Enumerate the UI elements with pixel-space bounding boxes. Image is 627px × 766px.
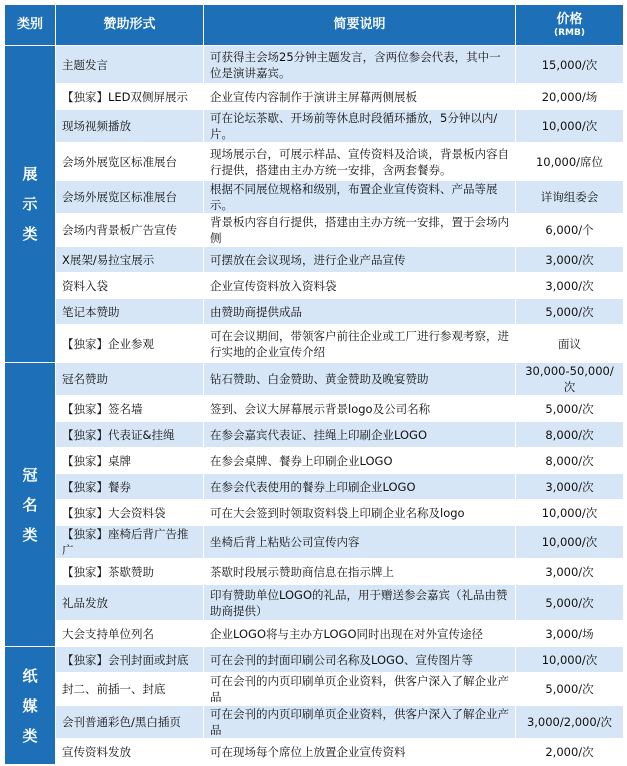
- form-cell: 宣传资料发放: [56, 739, 204, 765]
- description-cell: 可在大会签到时领取资料袋上印刷企业名称及logo: [204, 500, 516, 526]
- price-cell: 8,000/次: [516, 448, 624, 474]
- form-cell: 【独家】企业参观: [56, 325, 204, 363]
- price-cell: 10,000/次: [516, 500, 624, 526]
- price-cell: 3,000/2,000/次: [516, 706, 624, 739]
- price-cell: 20,000/场: [516, 84, 624, 110]
- form-cell: 会场外展览区标准展台: [56, 143, 204, 181]
- description-cell: 在参会桌牌、餐券上印刷企业LOGO: [204, 448, 516, 474]
- table-row: [5, 739, 624, 765]
- table-body: [5, 46, 624, 765]
- form-cell: 会场外展览区标准展台: [56, 181, 204, 214]
- header-category: 类别: [5, 5, 56, 46]
- category-cell-print: [5, 647, 56, 765]
- form-cell: 【独家】座椅后背广告推广: [56, 526, 204, 559]
- form-cell: 【独家】大会资料袋: [56, 500, 204, 526]
- category-char: 类: [22, 525, 38, 544]
- form-cell: 冠名赞助: [56, 363, 204, 396]
- description-cell: 可摆放在会议现场，进行企业产品宣传: [204, 247, 516, 273]
- description-cell: 坐椅后背上粘贴公司宣传内容: [204, 526, 516, 559]
- table-row: [5, 500, 624, 526]
- price-cell: 10,000/次: [516, 647, 624, 673]
- price-cell: 10,000/席位: [516, 143, 624, 181]
- form-cell: 礼品发放: [56, 585, 204, 621]
- price-cell: 3,000/次: [516, 559, 624, 585]
- form-cell: 【独家】签名墙: [56, 396, 204, 422]
- price-cell: 30,000-50,000/次: [516, 363, 624, 396]
- table-row: [5, 585, 624, 621]
- category-char: 示: [22, 195, 38, 213]
- category-char: 名: [22, 495, 38, 514]
- table-row: [5, 526, 624, 559]
- table-row: [5, 299, 624, 325]
- table-row: [5, 363, 624, 396]
- description-cell: 可获得主会场25分钟主题发言，含两位参会代表，其中一位是演讲嘉宾。: [204, 46, 516, 84]
- price-cell: 详询组委会: [516, 181, 624, 214]
- description-cell: 可在论坛茶歇、开场前等休息时段循环播放，5分钟以内/片。: [204, 110, 516, 143]
- header-form: 赞助形式: [56, 5, 204, 46]
- sponsorship-table: [4, 4, 624, 765]
- price-cell: 5,000/次: [516, 396, 624, 422]
- form-cell: 封二、前插一、封底: [56, 673, 204, 706]
- form-cell: 大会支持单位列名: [56, 621, 204, 647]
- description-cell: 根据不同展位规格和级别，布置企业宣传资料、产品等展示。: [204, 181, 516, 214]
- price-cell: 5,000/次: [516, 299, 624, 325]
- form-cell: 【独家】茶歇赞助: [56, 559, 204, 585]
- description-cell: 背景板内容自行提供，搭建由主办方统一安排，置于会场内侧: [204, 214, 516, 247]
- description-cell: 企业宣传内容制作于演讲主屏幕两侧展板: [204, 84, 516, 110]
- header-description: 简要说明: [204, 5, 516, 46]
- table-row: [5, 325, 624, 363]
- description-cell: 签到、会议大屏幕展示背景logo及公司名称: [204, 396, 516, 422]
- description-cell: 可在会刊的内页印刷单页企业资料，供客户深入了解企业产品: [204, 706, 516, 739]
- form-cell: 【独家】代表证&挂绳: [56, 422, 204, 448]
- form-cell: 主题发言: [56, 46, 204, 84]
- header-price-unit: (RMB): [554, 28, 585, 38]
- description-cell: 由赞助商提供成品: [204, 299, 516, 325]
- description-cell: 钻石赞助、白金赞助、黄金赞助及晚宴赞助: [204, 363, 516, 396]
- table-row: [5, 214, 624, 247]
- table-row: [5, 448, 624, 474]
- form-cell: 会场内背景板广告宣传: [56, 214, 204, 247]
- price-cell: 2,000/次: [516, 739, 624, 765]
- description-cell: 在参会代表使用的餐券上印刷企业LOGO: [204, 474, 516, 500]
- table-row: [5, 46, 624, 84]
- table-row: [5, 396, 624, 422]
- description-cell: 印有赞助单位LOGO的礼品，用于赠送参会嘉宾（礼品由赞助商提供）: [204, 585, 516, 621]
- form-cell: 【独家】LED双侧屏展示: [56, 84, 204, 110]
- header-row: [5, 5, 624, 46]
- category-char: 冠: [22, 465, 38, 484]
- price-cell: 5,000/次: [516, 673, 624, 706]
- description-cell: 可在会刊的内页印刷单页企业资料，供客户深入了解企业产品: [204, 673, 516, 706]
- price-cell: 3,000/次: [516, 247, 624, 273]
- table-row: [5, 647, 624, 673]
- table-row: [5, 422, 624, 448]
- table-row: [5, 474, 624, 500]
- header-price: [516, 5, 624, 46]
- price-cell: 5,000/次: [516, 585, 624, 621]
- price-cell: 3,000/次: [516, 273, 624, 299]
- price-cell: 15,000/次: [516, 46, 624, 84]
- category-char: 展: [22, 165, 38, 183]
- table-row: [5, 84, 624, 110]
- category-char: 类: [22, 726, 38, 745]
- form-cell: 资料入袋: [56, 273, 204, 299]
- price-cell: 10,000/次: [516, 110, 624, 143]
- description-cell: 企业宣传资料放入资料袋: [204, 273, 516, 299]
- description-cell: 可在会刊的封面印刷公司名称及LOGO、宣传图片等: [204, 647, 516, 673]
- header-price-label: 价格: [556, 12, 583, 27]
- description-cell: 企业LOGO将与主办方LOGO同时出现在对外宣传途径: [204, 621, 516, 647]
- category-char: 类: [22, 225, 38, 243]
- description-cell: 茶歇时段展示赞助商信息在指示牌上: [204, 559, 516, 585]
- price-cell: 3,000/场: [516, 621, 624, 647]
- table-row: [5, 247, 624, 273]
- form-cell: 笔记本赞助: [56, 299, 204, 325]
- table-row: [5, 559, 624, 585]
- table-row: [5, 143, 624, 181]
- form-cell: X展架/易拉宝展示: [56, 247, 204, 273]
- form-cell: 【独家】会刊封面或封底: [56, 647, 204, 673]
- table-row: [5, 706, 624, 739]
- form-cell: 【独家】桌牌: [56, 448, 204, 474]
- description-cell: 可在会议期间，带领客户前往企业或工厂进行参观考察，进行实地的企业宣传介绍: [204, 325, 516, 363]
- table-row: [5, 673, 624, 706]
- price-cell: 10,000/次: [516, 526, 624, 559]
- category-char: 纸: [22, 666, 38, 685]
- category-char: 媒: [22, 696, 38, 715]
- price-cell: 面议: [516, 325, 624, 363]
- table-row: [5, 273, 624, 299]
- form-cell: 现场视频播放: [56, 110, 204, 143]
- form-cell: 【独家】餐券: [56, 474, 204, 500]
- price-cell: 6,000/个: [516, 214, 624, 247]
- description-cell: 可在现场每个席位上放置企业宣传资料: [204, 739, 516, 765]
- category-cell-naming: [5, 363, 56, 647]
- price-cell: 8,000/次: [516, 422, 624, 448]
- price-cell: 3,000/次: [516, 474, 624, 500]
- description-cell: 现场展示台，可展示样品、宣传资料及洽谈，背景板内容自行提供，搭建由主办方统一安排，含两套餐券。: [204, 143, 516, 181]
- description-cell: 在参会嘉宾代表证、挂绳上印刷企业LOGO: [204, 422, 516, 448]
- form-cell: 会刊普通彩色/黑白插页: [56, 706, 204, 739]
- table-row: [5, 621, 624, 647]
- table-row: [5, 181, 624, 214]
- category-cell-display: [5, 46, 56, 363]
- table-row: [5, 110, 624, 143]
